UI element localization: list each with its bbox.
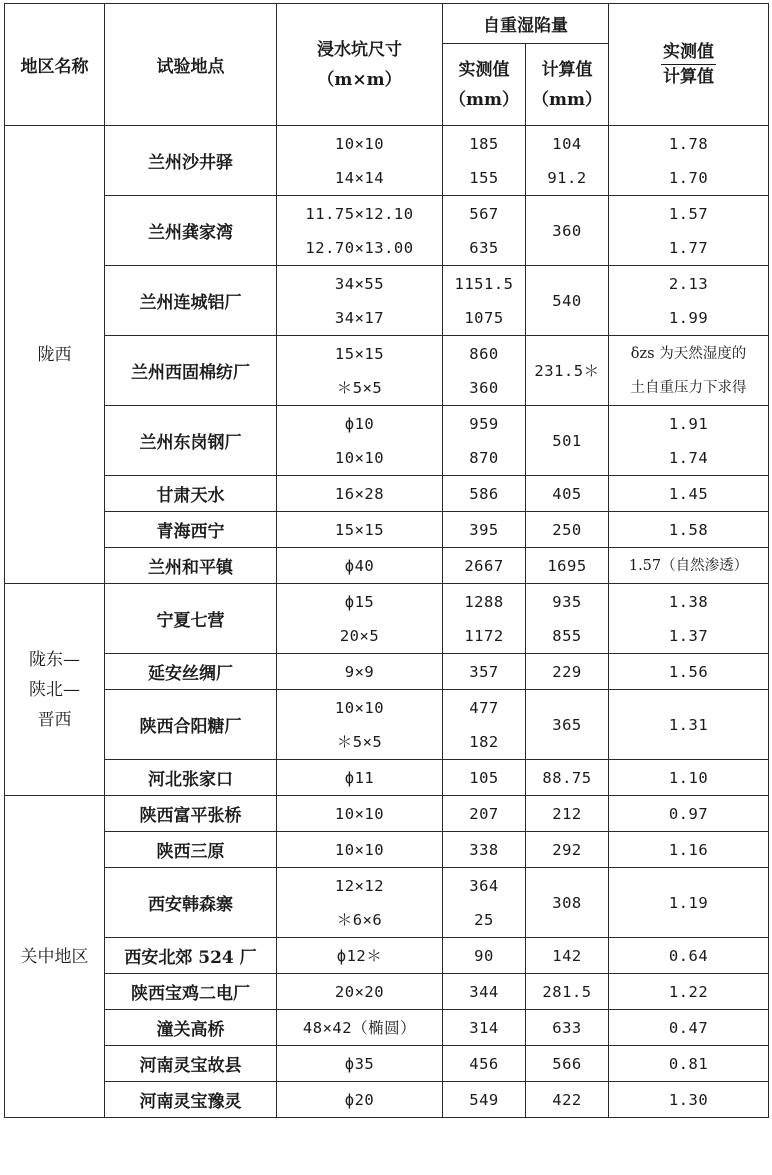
- pit-size-cell-line: ϕ15: [344, 592, 375, 611]
- measured-cell-line: 105: [469, 768, 499, 787]
- site-cell: 陕西宝鸡二电厂: [105, 974, 277, 1010]
- header-site: 试验地点: [105, 4, 277, 126]
- pit-size-cell: [277, 832, 443, 868]
- region-line: 陇西: [37, 344, 72, 365]
- calculated-cell-line: 229: [552, 662, 582, 681]
- site-cell: 青海西宁: [105, 512, 277, 548]
- header-ratio: [609, 4, 769, 126]
- header-settlement-group: 自重湿陷量: [443, 4, 609, 44]
- site-cell: 河北张家口: [105, 760, 277, 796]
- pit-size-cell-line: 12×12: [334, 876, 385, 895]
- table-row: [5, 1046, 769, 1082]
- measured-cell-line: 2667: [464, 556, 504, 575]
- ratio-cell-line: 1.22: [668, 982, 709, 1001]
- calculated-cell: [526, 196, 609, 266]
- measured-cell-line: 207: [469, 804, 499, 823]
- ratio-cell-line: 1.99: [668, 308, 709, 327]
- measured-cell-line: 90: [474, 946, 494, 965]
- pit-size-cell: [277, 266, 443, 336]
- table-row: [5, 1082, 769, 1118]
- pit-size-cell: [277, 476, 443, 512]
- ratio-cell: [609, 1010, 769, 1046]
- site-cell: 陕西合阳糖厂: [105, 690, 277, 760]
- table-row: [5, 760, 769, 796]
- table-row: [5, 266, 769, 336]
- pit-size-cell-line: 12.70×13.00: [305, 238, 414, 257]
- pit-size-cell-line: 34×55: [334, 274, 385, 293]
- calculated-cell-line: 104: [552, 134, 582, 153]
- site-cell: 兰州和平镇: [105, 548, 277, 584]
- ratio-cell-line: 土自重压力下求得: [630, 379, 747, 396]
- calculated-cell: [526, 126, 609, 196]
- ratio-cell: [609, 690, 769, 760]
- pit-size-cell: [277, 512, 443, 548]
- region-line: 陕北—: [29, 679, 80, 700]
- table-row: [5, 1010, 769, 1046]
- ratio-cell-line: 1.57: [668, 204, 709, 223]
- pit-size-cell-line: 11.75×12.10: [305, 204, 414, 223]
- calculated-cell: [526, 476, 609, 512]
- measured-cell-line: 870: [469, 448, 499, 467]
- table-row: [5, 868, 769, 938]
- pit-size-cell-line: 14×14: [334, 168, 385, 187]
- table-row: [5, 476, 769, 512]
- measured-cell-line: 549: [469, 1090, 499, 1109]
- measured-cell-line: 1288: [464, 592, 504, 611]
- measured-cell-line: 860: [469, 344, 499, 363]
- calculated-cell-line: 142: [552, 946, 582, 965]
- pit-size-cell: [277, 690, 443, 760]
- ratio-cell-line: 1.45: [668, 484, 709, 503]
- measured-cell-line: 338: [469, 840, 499, 859]
- measured-cell-line: 182: [469, 732, 499, 751]
- pit-size-cell-line: ϕ12＊: [336, 946, 383, 965]
- measured-cell-line: 314: [469, 1018, 499, 1037]
- measured-cell-line: 395: [469, 520, 499, 539]
- table-row: [5, 796, 769, 832]
- ratio-cell-line: 1.74: [668, 448, 709, 467]
- ratio-cell: [609, 126, 769, 196]
- calculated-cell: [526, 938, 609, 974]
- pit-size-cell: [277, 584, 443, 654]
- pit-size-cell: [277, 196, 443, 266]
- site-cell: 宁夏七营: [105, 584, 277, 654]
- calculated-cell-line: 1695: [547, 556, 587, 575]
- measured-cell-line: 586: [469, 484, 499, 503]
- measured-cell-line: 364: [469, 876, 499, 895]
- pit-size-cell: [277, 1010, 443, 1046]
- measured-cell: [443, 868, 526, 938]
- settlement-table: [4, 3, 769, 1118]
- measured-cell: [443, 1082, 526, 1118]
- measured-cell-line: 185: [469, 134, 499, 153]
- table-row: [5, 938, 769, 974]
- site-cell: 兰州西固棉纺厂: [105, 336, 277, 406]
- ratio-cell-line: 1.91: [668, 414, 709, 433]
- calculated-cell: [526, 832, 609, 868]
- calculated-cell: [526, 266, 609, 336]
- measured-cell-line: 155: [469, 168, 499, 187]
- ratio-cell-line: 1.57（自然渗透）: [628, 557, 749, 574]
- measured-cell-line: 635: [469, 238, 499, 257]
- pit-size-cell-line: ϕ40: [344, 556, 375, 575]
- measured-cell-line: 1172: [464, 626, 504, 645]
- pit-size-cell-line: 10×10: [334, 804, 385, 823]
- header-measured: [443, 44, 526, 126]
- ratio-cell-line: 1.16: [668, 840, 709, 859]
- pit-size-cell-line: ϕ10: [344, 414, 375, 433]
- calculated-cell: [526, 690, 609, 760]
- ratio-numerator: 实测值: [661, 40, 716, 65]
- pit-size-cell-line: ＊5×5: [336, 378, 383, 397]
- calculated-cell: [526, 336, 609, 406]
- header-measured-title: 实测值: [458, 59, 510, 80]
- calculated-cell-line: 540: [552, 291, 582, 310]
- table-row: [5, 548, 769, 584]
- ratio-cell: [609, 868, 769, 938]
- calculated-cell-line: 405: [552, 484, 582, 503]
- pit-size-cell: [277, 336, 443, 406]
- calculated-cell-line: 422: [552, 1090, 582, 1109]
- pit-size-cell-line: ϕ20: [344, 1090, 375, 1109]
- calculated-cell-line: 212: [552, 804, 582, 823]
- pit-size-cell-line: ＊6×6: [336, 910, 383, 929]
- ratio-cell: [609, 584, 769, 654]
- region-cell: [5, 126, 105, 584]
- table-body: [5, 126, 769, 1118]
- calculated-cell-line: 935: [552, 592, 582, 611]
- calculated-cell-line: 281.5: [542, 982, 592, 1001]
- pit-size-cell: [277, 406, 443, 476]
- calculated-cell-line: 365: [552, 715, 582, 734]
- pit-size-cell-line: 34×17: [334, 308, 385, 327]
- pit-size-cell-line: 10×10: [334, 134, 385, 153]
- measured-cell-line: 1151.5: [454, 274, 514, 293]
- pit-size-cell: [277, 654, 443, 690]
- measured-cell: [443, 196, 526, 266]
- pit-size-cell-line: 20×20: [334, 982, 385, 1001]
- ratio-cell-line: 2.13: [668, 274, 709, 293]
- site-cell: 河南灵宝豫灵: [105, 1082, 277, 1118]
- pit-size-cell: [277, 126, 443, 196]
- pit-size-cell: [277, 938, 443, 974]
- ratio-cell: [609, 548, 769, 584]
- region-line: 关中地区: [20, 946, 89, 967]
- region-cell: [5, 584, 105, 796]
- pit-size-cell-line: 10×10: [334, 698, 385, 717]
- measured-cell: [443, 760, 526, 796]
- pit-size-cell-line: 20×5: [339, 626, 380, 645]
- ratio-cell: [609, 266, 769, 336]
- calculated-cell: [526, 760, 609, 796]
- pit-size-cell-line: 15×15: [334, 520, 385, 539]
- pit-size-cell: [277, 548, 443, 584]
- measured-cell: [443, 584, 526, 654]
- pit-size-cell-line: ϕ35: [344, 1054, 375, 1073]
- ratio-cell: [609, 796, 769, 832]
- calculated-cell: [526, 406, 609, 476]
- site-cell: 兰州连城铝厂: [105, 266, 277, 336]
- pit-size-cell: [277, 1082, 443, 1118]
- ratio-cell: [609, 974, 769, 1010]
- region-line: 陇东—: [29, 649, 80, 670]
- calculated-cell-line: 250: [552, 520, 582, 539]
- pit-size-cell-line: ϕ11: [344, 768, 375, 787]
- ratio-cell-line: 1.78: [668, 134, 709, 153]
- calculated-cell: [526, 654, 609, 690]
- measured-cell: [443, 512, 526, 548]
- ratio-cell-line: 1.19: [668, 893, 709, 912]
- measured-cell: [443, 476, 526, 512]
- site-cell: 河南灵宝故县: [105, 1046, 277, 1082]
- ratio-cell: [609, 406, 769, 476]
- table-row: [5, 584, 769, 654]
- measured-cell-line: 456: [469, 1054, 499, 1073]
- ratio-cell: [609, 938, 769, 974]
- ratio-fraction: [661, 40, 716, 89]
- calculated-cell: [526, 974, 609, 1010]
- table-row: [5, 974, 769, 1010]
- ratio-cell-line: 1.10: [668, 768, 709, 787]
- ratio-cell: [609, 832, 769, 868]
- ratio-cell: [609, 654, 769, 690]
- ratio-cell: [609, 196, 769, 266]
- pit-size-cell-line: 48×42（椭圆）: [302, 1018, 417, 1037]
- calculated-cell: [526, 512, 609, 548]
- measured-cell: [443, 336, 526, 406]
- calculated-cell: [526, 796, 609, 832]
- site-cell: 西安韩森寨: [105, 868, 277, 938]
- measured-cell: [443, 974, 526, 1010]
- ratio-cell-line: 1.58: [668, 520, 709, 539]
- measured-cell: [443, 796, 526, 832]
- calculated-cell-line: 292: [552, 840, 582, 859]
- header-region: 地区名称: [5, 4, 105, 126]
- header-measured-unit: （mm）: [449, 89, 519, 110]
- pit-size-cell: [277, 1046, 443, 1082]
- ratio-cell-line: 1.30: [668, 1090, 709, 1109]
- measured-cell-line: 357: [469, 662, 499, 681]
- measured-cell: [443, 832, 526, 868]
- ratio-cell-line: 1.31: [668, 715, 709, 734]
- calculated-cell-line: 360: [552, 221, 582, 240]
- ratio-cell-line: 0.47: [668, 1018, 709, 1037]
- measured-cell: [443, 126, 526, 196]
- measured-cell: [443, 690, 526, 760]
- ratio-cell-line: 1.37: [668, 626, 709, 645]
- ratio-cell: [609, 512, 769, 548]
- pit-size-cell-line: 10×10: [334, 448, 385, 467]
- site-cell: 陕西富平张桥: [105, 796, 277, 832]
- site-cell: 西安北郊 524 厂: [105, 938, 277, 974]
- site-cell: 陕西三原: [105, 832, 277, 868]
- ratio-cell: [609, 1082, 769, 1118]
- site-cell: 兰州东岗钢厂: [105, 406, 277, 476]
- pit-size-cell-line: 15×15: [334, 344, 385, 363]
- calculated-cell: [526, 868, 609, 938]
- measured-cell: [443, 548, 526, 584]
- table-row: [5, 406, 769, 476]
- pit-size-cell: [277, 868, 443, 938]
- measured-cell-line: 360: [469, 378, 499, 397]
- pit-size-cell: [277, 974, 443, 1010]
- ratio-cell-line: 1.70: [668, 168, 709, 187]
- ratio-cell: [609, 476, 769, 512]
- measured-cell: [443, 938, 526, 974]
- pit-size-cell-line: 16×28: [334, 484, 385, 503]
- header-calculated-unit: （mm）: [532, 89, 602, 110]
- measured-cell: [443, 406, 526, 476]
- measured-cell: [443, 1046, 526, 1082]
- header-calculated: [526, 44, 609, 126]
- calculated-cell: [526, 1010, 609, 1046]
- measured-cell-line: 567: [469, 204, 499, 223]
- header-pit-size-unit: （m×m）: [317, 69, 402, 90]
- measured-cell: [443, 266, 526, 336]
- table-row: [5, 654, 769, 690]
- site-cell: 兰州沙井驿: [105, 126, 277, 196]
- ratio-denominator: 计算值: [663, 67, 714, 87]
- ratio-cell-line: δzs 为天然湿度的: [630, 345, 747, 362]
- ratio-cell-line: 0.81: [668, 1054, 709, 1073]
- site-cell: 延安丝绸厂: [105, 654, 277, 690]
- calculated-cell: [526, 1046, 609, 1082]
- ratio-cell-line: 1.77: [668, 238, 709, 257]
- measured-cell-line: 25: [474, 910, 494, 929]
- calculated-cell-line: 231.5＊: [534, 361, 600, 380]
- measured-cell-line: 959: [469, 414, 499, 433]
- table-row: [5, 336, 769, 406]
- site-cell: 兰州龚家湾: [105, 196, 277, 266]
- ratio-cell: [609, 336, 769, 406]
- header-pit-size-title: 浸水坑尺寸: [317, 39, 402, 60]
- table-row: [5, 690, 769, 760]
- calculated-cell-line: 308: [552, 893, 582, 912]
- calculated-cell-line: 855: [552, 626, 582, 645]
- calculated-cell: [526, 1082, 609, 1118]
- table-row: [5, 832, 769, 868]
- ratio-cell-line: 1.38: [668, 592, 709, 611]
- measured-cell: [443, 1010, 526, 1046]
- measured-cell-line: 477: [469, 698, 499, 717]
- ratio-cell-line: 1.56: [668, 662, 709, 681]
- table-row: [5, 126, 769, 196]
- calculated-cell-line: 501: [552, 431, 582, 450]
- header-calculated-title: 计算值: [541, 59, 593, 80]
- calculated-cell-line: 633: [552, 1018, 582, 1037]
- pit-size-cell-line: ＊5×5: [336, 732, 383, 751]
- document-page: [4, 3, 769, 1118]
- site-cell: 甘肃天水: [105, 476, 277, 512]
- table-row: [5, 512, 769, 548]
- ratio-cell-line: 0.97: [668, 804, 709, 823]
- calculated-cell: [526, 584, 609, 654]
- region-line: 晋西: [37, 709, 72, 730]
- pit-size-cell: [277, 760, 443, 796]
- table-header: [5, 4, 769, 126]
- ratio-cell: [609, 1046, 769, 1082]
- pit-size-cell: [277, 796, 443, 832]
- site-cell: 潼关高桥: [105, 1010, 277, 1046]
- region-cell: [5, 796, 105, 1118]
- measured-cell: [443, 654, 526, 690]
- table-row: [5, 196, 769, 266]
- pit-size-cell-line: 10×10: [334, 840, 385, 859]
- calculated-cell: [526, 548, 609, 584]
- calculated-cell-line: 91.2: [547, 168, 587, 187]
- calculated-cell-line: 566: [552, 1054, 582, 1073]
- header-pit-size: [277, 4, 443, 126]
- ratio-cell: [609, 760, 769, 796]
- measured-cell-line: 344: [469, 982, 499, 1001]
- ratio-cell-line: 0.64: [668, 946, 709, 965]
- calculated-cell-line: 88.75: [542, 768, 592, 787]
- pit-size-cell-line: 9×9: [344, 662, 375, 681]
- measured-cell-line: 1075: [464, 308, 504, 327]
